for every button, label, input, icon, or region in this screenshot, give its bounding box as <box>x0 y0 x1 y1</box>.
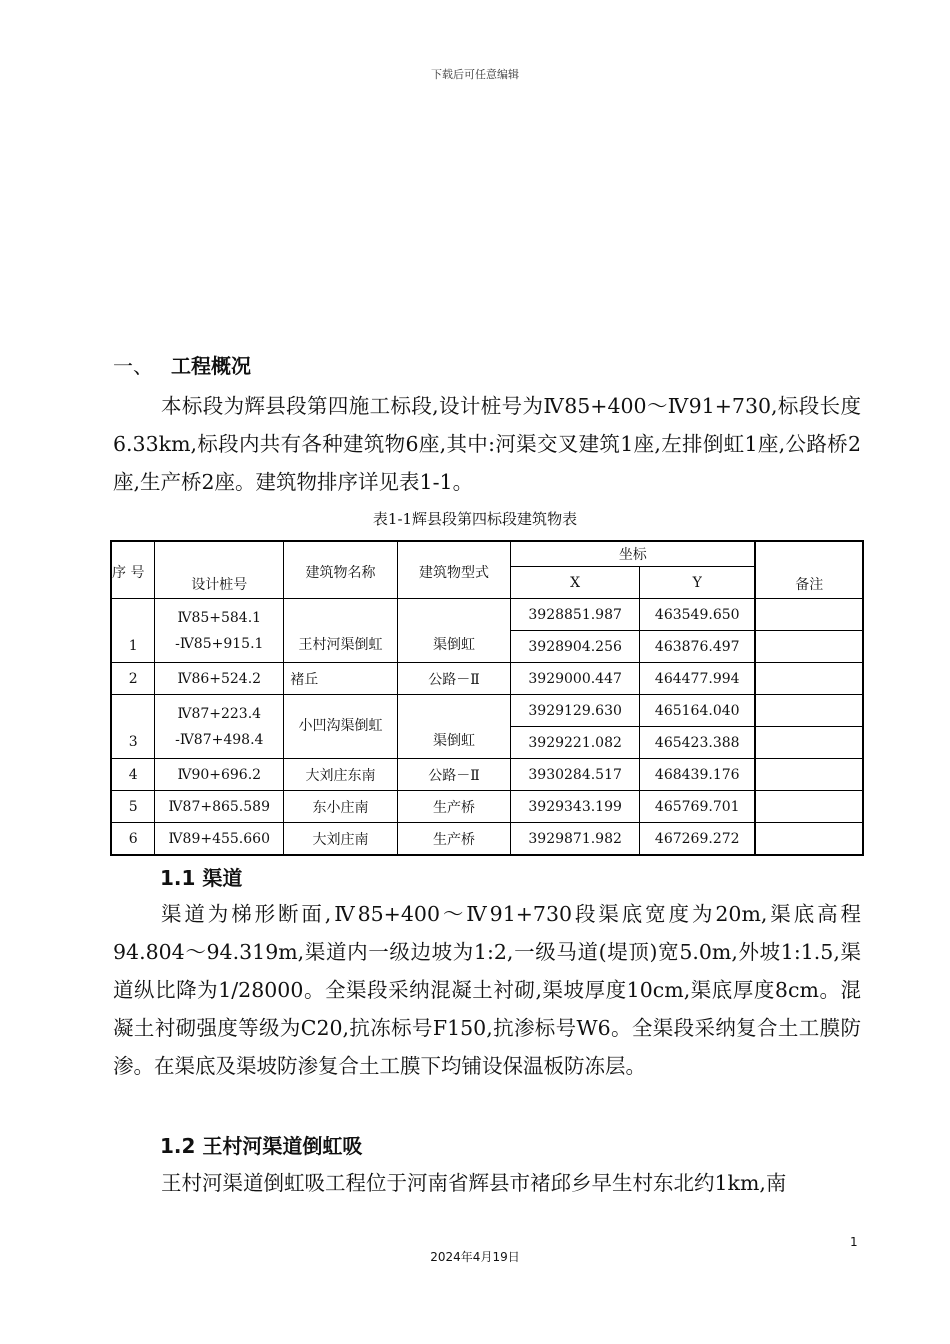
cell-seq: 3 <box>111 695 155 759</box>
table-row <box>111 759 863 791</box>
header-name: 建筑物名称 <box>284 541 398 599</box>
table-caption: 表1-1辉县段第四标段建筑物表 <box>372 510 578 528</box>
cell-x: 3929129.630 <box>511 695 640 727</box>
cell-remark <box>755 631 863 663</box>
cell-y: 463549.650 <box>640 599 756 631</box>
cell-station: Ⅳ86+524.2 <box>155 663 284 695</box>
cell-station-line1: Ⅳ85+584.1 <box>177 609 262 626</box>
cell-name: 大刘庄东南 <box>284 759 398 791</box>
table-row <box>111 599 863 631</box>
cell-station <box>155 599 284 663</box>
section-heading-1-1: 1.1 渠道 <box>160 866 243 890</box>
cell-seq: 4 <box>111 759 155 791</box>
cell-station-line2: -Ⅳ87+498.4 <box>175 731 264 748</box>
cell-y: 467269.272 <box>640 823 756 856</box>
cell-station: Ⅳ87+865.589 <box>155 791 284 823</box>
section-number: 一、 <box>113 354 153 378</box>
cell-y: 468439.176 <box>640 759 756 791</box>
cell-station: Ⅳ89+455.660 <box>155 823 284 856</box>
cell-y: 465164.040 <box>640 695 756 727</box>
header-coord: 坐标 <box>511 541 756 567</box>
cell-type: 生产桥 <box>397 823 511 856</box>
cell-type: 生产桥 <box>397 791 511 823</box>
cell-station-line1: Ⅳ87+223.4 <box>177 705 262 722</box>
cell-remark <box>755 759 863 791</box>
section-title: 工程概况 <box>171 354 251 378</box>
header-station: 设计桩号 <box>155 541 284 599</box>
cell-x: 3928851.987 <box>511 599 640 631</box>
cell-y: 463876.497 <box>640 631 756 663</box>
cell-y: 465769.701 <box>640 791 756 823</box>
cell-name: 褚丘 <box>284 663 398 695</box>
cell-type: 渠倒虹 <box>397 599 511 663</box>
cell-x: 3929000.447 <box>511 663 640 695</box>
page-number: 1 <box>850 1235 858 1249</box>
cell-y: 464477.994 <box>640 663 756 695</box>
siphon-paragraph: 王村河渠道倒虹吸工程位于河南省辉县市褚邱乡早生村东北约1km,南 <box>161 1171 787 1195</box>
cell-name: 王村河渠倒虹 <box>284 599 398 663</box>
cell-remark <box>755 695 863 727</box>
cell-x: 3929343.199 <box>511 791 640 823</box>
cell-seq: 1 <box>111 599 155 663</box>
cell-y: 465423.388 <box>640 727 756 759</box>
cell-name: 小凹沟渠倒虹 <box>284 695 398 759</box>
header-seq: 序 号 <box>111 541 155 599</box>
cell-seq: 6 <box>111 823 155 856</box>
cell-x: 3930284.517 <box>511 759 640 791</box>
section-heading-1 <box>113 350 251 379</box>
table-row <box>111 695 863 727</box>
cell-seq: 5 <box>111 791 155 823</box>
cell-remark <box>755 663 863 695</box>
cell-remark <box>755 727 863 759</box>
cell-name: 东小庄南 <box>284 791 398 823</box>
intro-paragraph: 本标段为辉县段第四施工标段,设计桩号为Ⅳ85+400～Ⅳ91+730,标段长度6.33km,标段内共有各种建筑物6座,其中:河渠交叉建筑1座,左排倒虹1座,公路桥2座,生产桥2座。建筑物排序详见表1-1。 <box>113 394 861 494</box>
section-heading-1-2: 1.2 王村河渠道倒虹吸 <box>160 1134 363 1158</box>
channel-paragraph: 渠道为梯形断面,Ⅳ85+400～Ⅳ91+730段渠底宽度为20m,渠底高程94.804～94.319m,渠道内一级边坡为1:2,一级马道(堤顶)宽5.0m,外坡1:1.5,渠道纵比降为1/28000。全渠段采纳混凝土衬砌,渠坡厚度10cm,渠底厚度8cm。混凝土衬砌强度等级为C20,抗冻标号F150,抗渗标号W6。全渠段采纳复合土工膜防渗。在渠底及渠坡防渗复合土工膜下均铺设保温板防冻层。 <box>113 902 861 1078</box>
table-row <box>111 663 863 695</box>
table-row <box>111 823 863 856</box>
cell-type: 渠倒虹 <box>397 695 511 759</box>
page-header-note: 下载后可任意编辑 <box>431 68 519 81</box>
cell-station-line2: -Ⅳ85+915.1 <box>175 635 264 652</box>
cell-type: 公路－Ⅱ <box>397 663 511 695</box>
cell-remark <box>755 823 863 856</box>
cell-seq: 2 <box>111 663 155 695</box>
buildings-table <box>110 540 864 856</box>
header-type: 建筑物型式 <box>397 541 511 599</box>
header-x: X <box>511 567 640 599</box>
cell-station: Ⅳ90+696.2 <box>155 759 284 791</box>
cell-remark <box>755 791 863 823</box>
cell-remark <box>755 599 863 631</box>
cell-station <box>155 695 284 759</box>
cell-x: 3929871.982 <box>511 823 640 856</box>
cell-type: 公路－Ⅱ <box>397 759 511 791</box>
cell-x: 3928904.256 <box>511 631 640 663</box>
header-remark: 备注 <box>755 541 863 599</box>
footer-date: 2024年4月19日 <box>430 1250 520 1264</box>
header-y: Y <box>640 567 756 599</box>
cell-name: 大刘庄南 <box>284 823 398 856</box>
cell-x: 3929221.082 <box>511 727 640 759</box>
table-row <box>111 791 863 823</box>
